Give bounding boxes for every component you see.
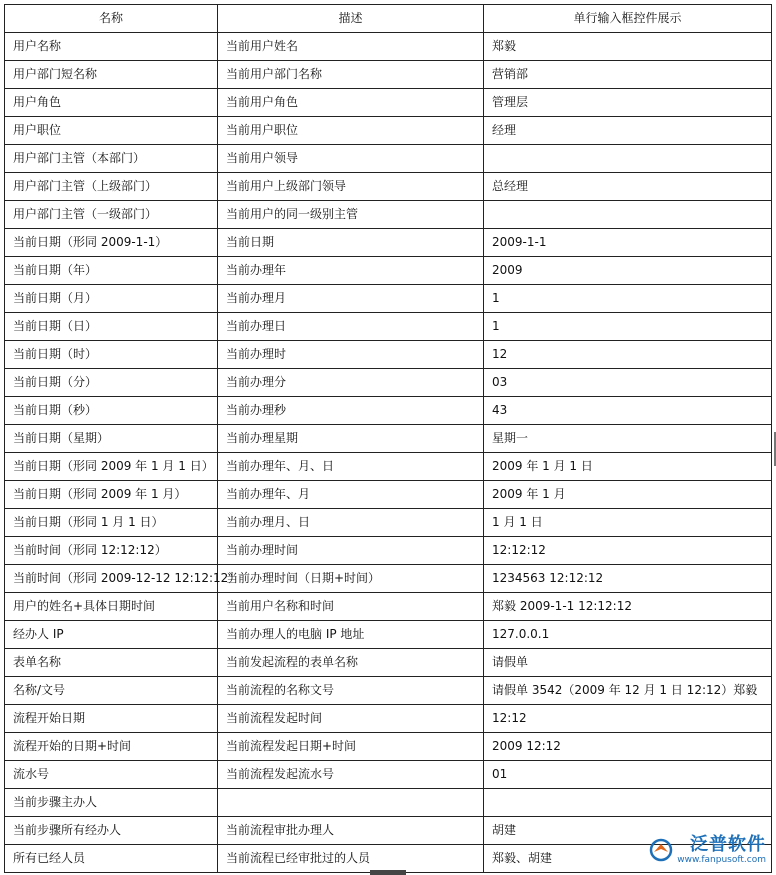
cell-description: 当前流程审批办理人 (218, 817, 484, 845)
watermark-brand: 泛普软件 (690, 834, 766, 855)
header-name: 名称 (5, 5, 218, 33)
cell-display: 星期一 (484, 425, 772, 453)
cell-name: 当前日期（形同 2009 年 1 月 1 日） (5, 453, 218, 481)
cell-description: 当前办理时间（日期+时间） (218, 565, 484, 593)
cell-name: 用户部门短名称 (5, 61, 218, 89)
cell-display: 郑毅 (484, 33, 772, 61)
cell-name: 流水号 (5, 761, 218, 789)
table-row (5, 593, 772, 621)
cell-name: 用户部门主管（本部门） (5, 145, 218, 173)
cell-display: 12:12:12 (484, 537, 772, 565)
cell-display: 2009-1-1 (484, 229, 772, 257)
cell-name: 当前步骤所有经办人 (5, 817, 218, 845)
cell-description: 当前办理星期 (218, 425, 484, 453)
cell-name: 当前日期（形同 2009-1-1） (5, 229, 218, 257)
cell-display: 127.0.0.1 (484, 621, 772, 649)
table-row (5, 425, 772, 453)
cell-name: 流程开始的日期+时间 (5, 733, 218, 761)
cell-description: 当前办理月、日 (218, 509, 484, 537)
cell-description: 当前办理秒 (218, 397, 484, 425)
cell-description: 当前办理年 (218, 257, 484, 285)
cell-name: 用户角色 (5, 89, 218, 117)
cell-description: 当前流程已经审批过的人员 (218, 845, 484, 873)
table-row (5, 705, 772, 733)
cell-display: 营销部 (484, 61, 772, 89)
cell-description: 当前办理日 (218, 313, 484, 341)
cell-description: 当前用户上级部门领导 (218, 173, 484, 201)
cell-name: 流程开始日期 (5, 705, 218, 733)
cell-name: 所有已经人员 (5, 845, 218, 873)
cell-display (484, 201, 772, 229)
cell-display: 12:12 (484, 705, 772, 733)
cell-description: 当前办理年、月、日 (218, 453, 484, 481)
cell-display: 1 (484, 285, 772, 313)
watermark (649, 835, 766, 865)
cell-description: 当前用户领导 (218, 145, 484, 173)
cell-name: 当前日期（年） (5, 257, 218, 285)
cell-description: 当前用户名称和时间 (218, 593, 484, 621)
table-row (5, 89, 772, 117)
cell-description: 当前用户的同一级别主管 (218, 201, 484, 229)
cell-name: 当前日期（月） (5, 285, 218, 313)
cell-display: 12 (484, 341, 772, 369)
cell-display: 43 (484, 397, 772, 425)
cell-name: 当前日期（分） (5, 369, 218, 397)
cell-name: 当前日期（形同 1 月 1 日） (5, 509, 218, 537)
cell-name: 当前日期（星期） (5, 425, 218, 453)
cell-description: 当前用户职位 (218, 117, 484, 145)
table-body (5, 33, 772, 873)
cell-display: 胡建 (484, 817, 772, 845)
header-display: 单行输入框控件展示 (484, 5, 772, 33)
table-row (5, 285, 772, 313)
table-row (5, 201, 772, 229)
table-row (5, 649, 772, 677)
table-row (5, 733, 772, 761)
fanpu-logo-icon (649, 838, 673, 862)
cell-display: 03 (484, 369, 772, 397)
cell-description: 当前办理月 (218, 285, 484, 313)
table-row (5, 117, 772, 145)
cell-description: 当前办理分 (218, 369, 484, 397)
cell-name: 当前日期（日） (5, 313, 218, 341)
table-row (5, 173, 772, 201)
watermark-url: www.fanpusoft.com (677, 855, 766, 865)
header-description: 描述 (218, 5, 484, 33)
cell-name: 用户部门主管（一级部门） (5, 201, 218, 229)
cell-description (218, 789, 484, 817)
table-row (5, 537, 772, 565)
table-row (5, 145, 772, 173)
cell-description: 当前办理年、月 (218, 481, 484, 509)
cell-description: 当前办理时间 (218, 537, 484, 565)
table-row (5, 677, 772, 705)
cell-display: 管理层 (484, 89, 772, 117)
cell-name: 用户部门主管（上级部门） (5, 173, 218, 201)
cell-name: 用户职位 (5, 117, 218, 145)
cell-display: 1 (484, 313, 772, 341)
table-row (5, 61, 772, 89)
page-bottom-marker (370, 870, 406, 875)
table-row (5, 621, 772, 649)
table-row (5, 453, 772, 481)
cell-display: 2009 12:12 (484, 733, 772, 761)
cell-name: 当前日期（时） (5, 341, 218, 369)
table-row (5, 509, 772, 537)
cell-description: 当前流程发起时间 (218, 705, 484, 733)
cell-name: 用户的姓名+具体日期时间 (5, 593, 218, 621)
cell-display: 郑毅、胡建 (484, 845, 772, 873)
cell-name: 当前时间（形同 12:12:12） (5, 537, 218, 565)
cell-description: 当前用户姓名 (218, 33, 484, 61)
table-row (5, 229, 772, 257)
table-row (5, 33, 772, 61)
cell-display (484, 789, 772, 817)
table-row (5, 369, 772, 397)
field-table (4, 4, 772, 873)
table-row (5, 257, 772, 285)
header-row (5, 5, 772, 33)
cell-display: 请假单 3542（2009 年 12 月 1 日 12:12）郑毅 (484, 677, 772, 705)
cell-display: 总经理 (484, 173, 772, 201)
cell-display: 1234563 12:12:12 (484, 565, 772, 593)
cell-display: 请假单 (484, 649, 772, 677)
table-row (5, 397, 772, 425)
table-row (5, 565, 772, 593)
cell-name: 用户名称 (5, 33, 218, 61)
cell-name: 当前步骤主办人 (5, 789, 218, 817)
cell-description: 当前流程的名称文号 (218, 677, 484, 705)
table-row (5, 313, 772, 341)
cell-description: 当前办理人的电脑 IP 地址 (218, 621, 484, 649)
cell-description: 当前办理时 (218, 341, 484, 369)
cell-description: 当前流程发起流水号 (218, 761, 484, 789)
cell-display: 经理 (484, 117, 772, 145)
cell-name: 名称/文号 (5, 677, 218, 705)
table-row (5, 789, 772, 817)
table-row (5, 481, 772, 509)
cell-display: 郑毅 2009-1-1 12:12:12 (484, 593, 772, 621)
cell-name: 表单名称 (5, 649, 218, 677)
cell-name: 经办人 IP (5, 621, 218, 649)
cell-description: 当前用户角色 (218, 89, 484, 117)
cell-description: 当前日期 (218, 229, 484, 257)
cell-description: 当前流程发起日期+时间 (218, 733, 484, 761)
table-row (5, 341, 772, 369)
cell-display (484, 145, 772, 173)
cell-description: 当前发起流程的表单名称 (218, 649, 484, 677)
cell-display: 01 (484, 761, 772, 789)
cell-name: 当前日期（秒） (5, 397, 218, 425)
table-row (5, 761, 772, 789)
cell-name: 当前时间（形同 2009-12-12 12:12:12） (5, 565, 218, 593)
cell-display: 2009 (484, 257, 772, 285)
cell-display: 2009 年 1 月 (484, 481, 772, 509)
cell-display: 2009 年 1 月 1 日 (484, 453, 772, 481)
cell-display: 1 月 1 日 (484, 509, 772, 537)
cell-description: 当前用户部门名称 (218, 61, 484, 89)
cell-name: 当前日期（形同 2009 年 1 月） (5, 481, 218, 509)
